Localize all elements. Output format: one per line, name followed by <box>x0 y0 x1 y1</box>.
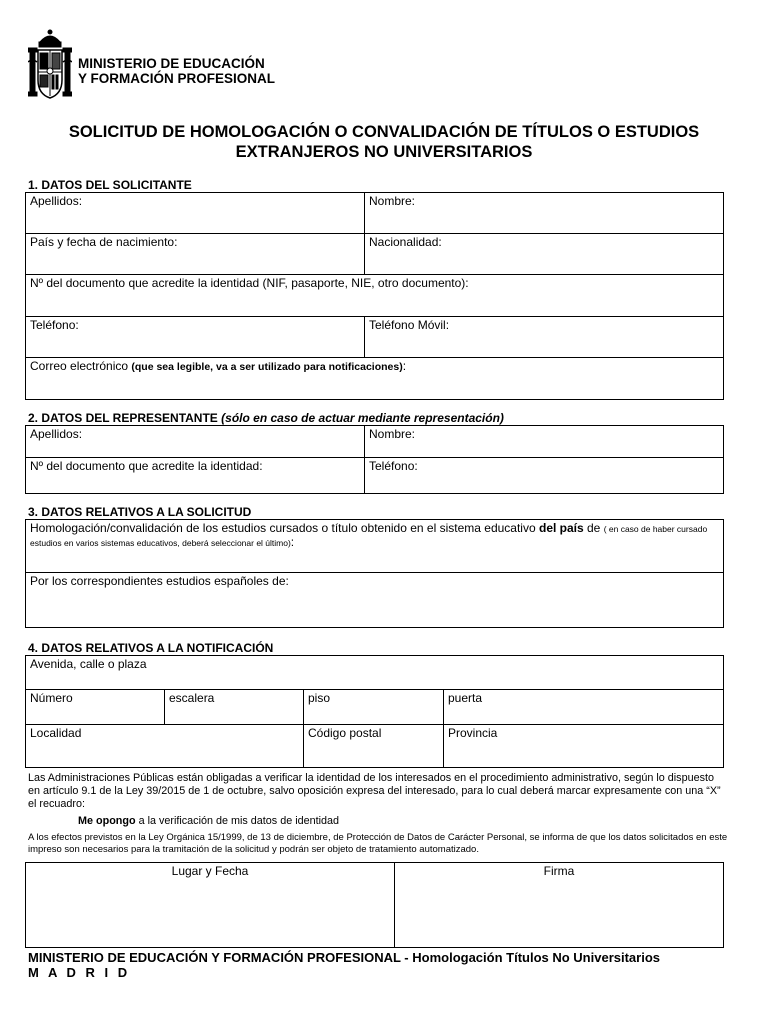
ministry-line1: MINISTERIO DE EDUCACIÓN <box>78 56 265 71</box>
locality-label: Localidad <box>30 726 82 740</box>
rep-document-label: Nº del documento que acredite la identidad: <box>30 459 263 473</box>
homologation-suffix: : <box>290 535 295 549</box>
stair-label: escalera <box>169 691 215 705</box>
section2-title-note: (sólo en caso de actuar mediante representación) <box>221 411 504 425</box>
applicant-nationality-label: Nacionalidad: <box>369 235 442 249</box>
homologation-field[interactable] <box>26 520 724 573</box>
rep-surname-field[interactable] <box>26 426 365 458</box>
homologation-country: del país <box>538 521 584 535</box>
homologation-label: Homologación/convalidación de los estudios cursados o título obtenido en el sistema educativo <box>30 521 539 535</box>
applicant-surname-label: Apellidos: <box>30 194 83 208</box>
postal-code-label: Código postal <box>308 726 382 740</box>
ministry-name <box>78 56 275 86</box>
rep-document-field[interactable] <box>26 458 365 494</box>
oppose-option[interactable] <box>78 815 339 827</box>
applicant-email-note: (que sea legible, va a ser utilizado para notificaciones) <box>131 361 403 373</box>
footer-line1: MINISTERIO DE EDUCACIÓN Y FORMACIÓN PROFESIONAL - Homologación Títulos No Universitarios <box>28 950 660 965</box>
section2-title-main: 2. DATOS DEL REPRESENTANTE <box>28 411 222 425</box>
number-field[interactable] <box>26 690 165 725</box>
signature-label: Firma <box>543 864 575 878</box>
spanish-studies-field[interactable] <box>26 573 724 628</box>
homologation-label-b: de <box>583 521 604 535</box>
section2-title <box>28 411 504 425</box>
applicant-name-field[interactable] <box>365 193 724 234</box>
applicant-name-label: Nombre: <box>369 194 416 208</box>
applicant-table <box>25 192 724 400</box>
street-field[interactable] <box>26 656 724 690</box>
rep-phone-field[interactable] <box>365 458 724 494</box>
applicant-phone-label: Teléfono: <box>30 318 79 332</box>
applicant-birth-label: País y fecha de nacimiento: <box>30 235 178 249</box>
signature-table <box>25 862 724 948</box>
representative-table <box>25 425 724 494</box>
applicant-mobile-label: Teléfono Móvil: <box>369 318 450 332</box>
applicant-phone-field[interactable] <box>26 317 365 358</box>
door-label: puerta <box>448 691 483 705</box>
oppose-rest: a la verificación de mis datos de identidad <box>135 815 340 827</box>
form-title <box>0 122 768 162</box>
oppose-bold: Me opongo <box>78 815 136 827</box>
province-field[interactable] <box>444 725 724 768</box>
applicant-email-field[interactable] <box>26 358 724 400</box>
applicant-nationality-field[interactable] <box>365 234 724 275</box>
place-date-field[interactable] <box>26 863 395 948</box>
rep-surname-label: Apellidos: <box>30 427 83 441</box>
locality-field[interactable] <box>26 725 304 768</box>
section3-title: 3. DATOS RELATIVOS A LA SOLICITUD <box>28 505 252 519</box>
province-label: Provincia <box>448 726 498 740</box>
spanish-studies-label: Por los correspondientes estudios españoles de: <box>30 574 289 588</box>
door-field[interactable] <box>444 690 724 725</box>
signature-field[interactable] <box>395 863 724 948</box>
data-protection-text: A los efectos previstos en la Ley Orgánica 15/1999, de 13 de diciembre, de Protección de Datos de Carácter Personal, se informa de que los datos solicitados en este impreso son necesarios para la tramitación de la solicitud y podrán ser objeto de tratamiento automatizado. <box>28 832 728 855</box>
rep-name-label: Nombre: <box>369 427 416 441</box>
homologation-note: ( en caso de haber cursado estudios en varios sistemas educativos, deberá seleccionar el último) <box>30 524 708 548</box>
stair-field[interactable] <box>165 690 304 725</box>
applicant-document-field[interactable] <box>26 275 724 317</box>
street-label: Avenida, calle o plaza <box>30 657 147 671</box>
applicant-document-label: Nº del documento que acredite la identidad (NIF, pasaporte, NIE, otro documento): <box>30 276 469 290</box>
footer <box>28 950 660 980</box>
floor-field[interactable] <box>304 690 444 725</box>
applicant-mobile-field[interactable] <box>365 317 724 358</box>
section4-title: 4. DATOS RELATIVOS A LA NOTIFICACIÓN <box>28 641 274 655</box>
ministry-line2: Y FORMACIÓN PROFESIONAL <box>78 71 276 86</box>
footer-city: M A D R I D <box>28 965 131 980</box>
verification-text: Las Administraciones Públicas están obligadas a verificar la identidad de los interesados en el procedimiento administrativo, según lo dispuesto en artículo 9.1 de la Ley 39/2015 de 1 de octubre, salvo oposición expresa del interesado, para lo cual deberá marcar expresamente con una “X” el recuadro: <box>28 772 721 810</box>
number-label: Número <box>30 691 73 705</box>
form-title-line2: EXTRANJEROS NO UNIVERSITARIOS <box>235 143 533 161</box>
request-table <box>25 519 724 628</box>
section1-title: 1. DATOS DEL SOLICITANTE <box>28 178 192 192</box>
applicant-email-label: Correo electrónico <box>30 359 132 373</box>
applicant-surname-field[interactable] <box>26 193 365 234</box>
postal-code-field[interactable] <box>304 725 444 768</box>
form-title-line1: SOLICITUD DE HOMOLOGACIÓN O CONVALIDACIÓN DE TÍTULOS O ESTUDIOS <box>68 123 700 141</box>
notification-table <box>25 655 724 768</box>
rep-phone-label: Teléfono: <box>369 459 418 473</box>
applicant-birth-field[interactable] <box>26 234 365 275</box>
place-date-label: Lugar y Fecha <box>171 864 249 878</box>
rep-name-field[interactable] <box>365 426 724 458</box>
applicant-email-suffix: : <box>402 359 407 373</box>
coat-of-arms-icon <box>28 28 72 102</box>
floor-label: piso <box>308 691 331 705</box>
